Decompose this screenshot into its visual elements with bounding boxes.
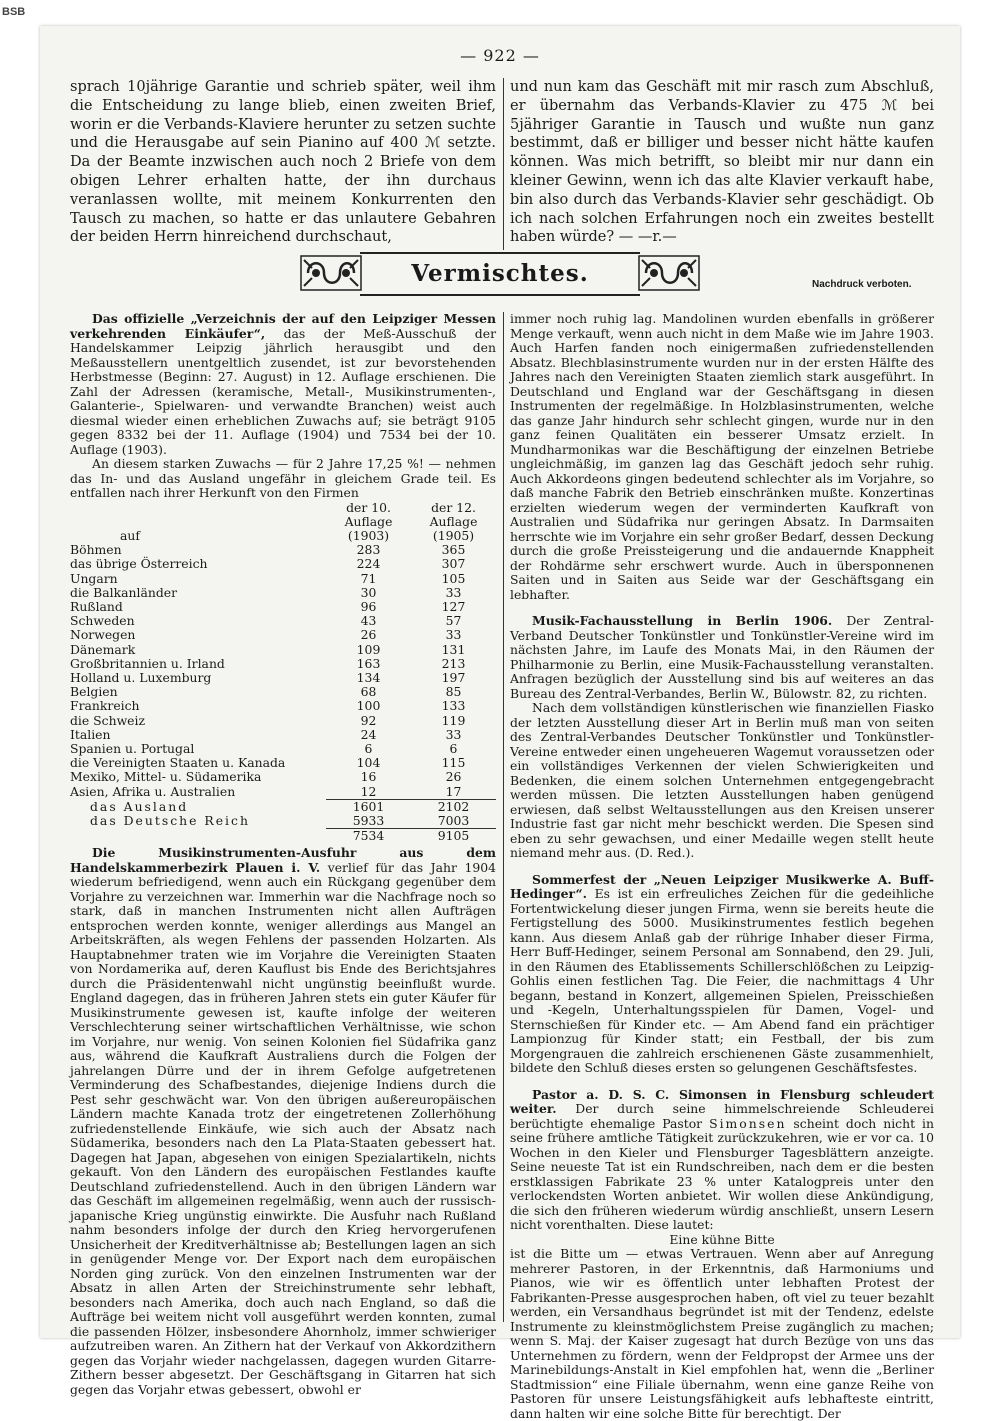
table-row: die Balkanländer 30 33 (70, 584, 462, 600)
top-left-text: sprach 10jährige Garantie und schrieb später, weil ihm die Entscheidung zu lange blieb, einen zweiten Brief, worin er die Verbands-Klaviere herunter zu setzen suchte und die Herausgabe auf sein Pianino auf 400 ℳ setzte. Da der Beamte inzwischen auch noch 2 Briefe von dem obigen Lehrer erhalten hatte, der ihn durchaus veranlassen wollte, mit meinem Konkurrenten den Tausch zu machen, so hatte er das unlautere Gebahren der beiden Herrn hinreichend durchschaut, (70, 79, 496, 246)
right-ornament-icon (638, 254, 700, 292)
library-mark: BSB (2, 6, 26, 18)
left-ornament-icon (300, 254, 362, 292)
section-banner (300, 252, 700, 294)
table-row: Norwegen 26 33 (70, 627, 462, 643)
table-row: Rußland 96 127 (70, 598, 466, 614)
table-row-ausland: das Ausland 1601 2102 (70, 799, 496, 814)
table-row: Böhmen 283 365 (70, 542, 466, 558)
article-sommerfest: Sommerfest der „Neuen Leipziger Musikwerke A. Buff-Hedinger“. Es ist ein erfreuliches Zeichen für die gedeihliche Fortentwickelung dieser jungen Firma, wenn sie bereits heute die Fertigstellung des 5000. Musikinstrumentes festlich begehen kann. Aus diesem Anlaß gab der rührige Inhaber dieser Firma, Herr Buff-Hedinger, seinem Personal am Sonnabend, den 29. Juli, in den Räumen des Etablissements Schillerschlößchen zu Leipzig-Gohlis einen festlichen Tag. Die Feier, die nachmittags 4 Uhr begann, bestand in Konzert, allgemeinen Spielen, Preisschießen und -Kegeln, Unterhaltungsspielen für Damen, Vogel- und Sternschießen für Kinder etc. — Am Abend fand ein prächtiger Lampionzug für Kinder statt; ein Festball, der bis zum Morgengrauen die zahlreich erschienenen Gäste zusammenhielt, bildete den Schluß dieses ersten so gelungenen Geschäftsfestes. (510, 871, 934, 1075)
table-row: Holland u. Luxemburg 134 197 (70, 669, 466, 685)
table-row: Italien 24 33 (70, 726, 462, 742)
table-row: Großbritannien u. Irland 163 213 (70, 655, 466, 671)
right-column (510, 312, 934, 1421)
main-column-divider (503, 312, 504, 1322)
left-column (70, 312, 496, 1397)
article-ausfuhr: Die Musikinstrumenten-Ausfuhr aus dem Handelskammerbezirk Plauen i. V. verlief für das Jahr 1904 wiederum befriedigend, wenn auch ein Rückgang gegenüber dem Vorjahre zu verzeichnen war. Immerhin war die Nachfrage noch so stark, daß in manchen Instrumenten nicht allen Aufträgen entsprochen werden konnte, weniger allerdings aus Mangel an Arbeitskräften, als wegen Fehlens der passenden Holzarten. Als Hauptabnehmer traten wie im Vorjahre die Vereinigten Staaten von Nordamerika auf, deren Kauflust bis Ende des Berichtsjahres durch die Präsidentenwahl nicht ungünstig beeinflußt wurde. England dagegen, das in früheren Jahren stets ein guter Käufer für Musikinstrumente gewesen ist, kaufte infolge der weiteren Verschlechterung seiner wirtschaftlichen Verhältnisse, wie schon im Vorjahre, nur wenig. Von seinen Kolonien fiel Südafrika ganz aus, während die Kaufkraft Australiens durch die Folgen der jahrelangen Dürre und der in ihrem Gefolge aufgetretenen Verminderung des Schafbestandes, diejenige Indiens durch die Pest sehr geschwächt war. Von den übrigen außereuropäischen Ländern machte Kanada trotz der eingetretenen Zollerhöhung zufriedenstellende Einkäufe, wie sich auch der Absatz nach Südamerika, besonders nach den La Plata-Staaten gebessert hat. Dagegen hat Japan, abgesehen von einigen Spezialartikeln, nichts gekauft. Von den Ländern des europäischen Festlandes kaufte Deutschland zufriedenstellend. Auch in den übrigen Ländern war das Geschäft im allgemeinen regelmäßig, wenn auch der russisch-japanische Krieg ungünstig einwirkte. Die Ausfuhr nach Rußland nahm besonders infolge der durch den Krieg hervorgerufenen Unsicherheit der Kreditverhältnisse ab; Bestellungen lagen an sich in genügender Menge vor. Der Export nach dem europäischen Norden ging zurück. Von den einzelnen Instrumenten war der Absatz in allen Arten der Streichinstrumente sehr lebhaft, besonders nach Amerika, doch auch nach England, so daß die Aufträge bei weitem nicht voll ausgeführt werden konnten, zumal die passenden Hölzer, insbesondere Ahornholz, immer schwieriger aufzutreiben waren. An Zithern hat der Verkauf von Akkordzithern gegen das Vorjahr wieder nachgelassen, dagegen wurden Gitarre-Zithern besser abgesetzt. Der Geschäftsgang in Gitarren hat sich gegen das Vorjahr etwas gebessert, obwohl er (70, 845, 496, 1397)
article-verzeichnis-p2: An diesem starken Zuwachs — für 2 Jahre 17,25 %! — nehmen das In- und das Ausland ungefähr in gleichem Grade teil. Es entfallen nach ihrer Herkunft von den Firmen (70, 456, 496, 500)
table-row: Asien, Afrika u. Australien 12 17 (70, 783, 462, 799)
table-row: Belgien 68 85 (70, 684, 462, 700)
article-ausfuhr-continued: immer noch ruhig lag. Mandolinen wurden ebenfalls in größerer Menge verkauft, wenn auch nicht in dem Maße wie im Jahre 1903. Auch Harfen fanden noch einigermaßen zufriedenstellenden Absatz. Blechblasinstrumente wurden nur in der ersten Hälfte des Jahres nach den Vereinigten Staaten ziemlich stark ausgeführt. In Deutschland und England war der Geschäftsgang in diesen Instrumenten der regelmäßige. In Holzblasinstrumenten, welche das ganze Jahr hindurch sehr schlecht gingen, wurde nur in den ganz feinen Qualitäten ein besserer Umsatz erzielt. In Mundharmonikas war die Beschäftigung der einzelnen Betriebe ungleichmäßig, im ganzen lag das Geschäft jedoch sehr ruhig. Auch Akkordeons gingen bedeutend schlechter als im Vorjahre, so daß manche Fabrik den Betrieb einschränken mußte. Konzertinas erzielten wiederum wegen der verminderten Kaufkraft von Australien und Südafrika nur geringen Absatz. In Darmsaiten herrschte wie im Vorjahre ein sehr großer Bedarf, dessen Deckung durch die große Preissteigerung und die andauernde Knappheit der Rohdärme sehr erschwert wurde. Auch in übersponnenen Saiten und in Saiten aus Seide war der Geschäftsgang ein lebhafter. (510, 311, 934, 602)
page-number: — 922 — (460, 46, 540, 65)
article-fachausstellung-p2: Nach dem vollständigen künstlerischen wie finanziellen Fiasko der letzten Ausstellung dieser Art in Berlin muß man von seiten des Zentral-Verbandes Deutscher Tonkünstler und Tonkünstler-Vereine entweder einen ungeheueren Wagemut voraussetzen oder ein vollständiges Verkennen der vielen Schwierigkeiten und Bedenken, die einem solchen Unternehmen entgegengebracht werden müssen. Die letzten Ausstellungen haben genügend erwiesen, daß selbst Weltausstellungen aus den Kreisen unserer Industrie fast gar nicht mehr beschickt werden. Die Spesen sind eben zu sehr gewachsen, und einer Medaille wegen stellt heute niemand mehr aus. (D. Red.). (510, 700, 934, 860)
top-right-text: und nun kam das Geschäft mit mir rasch zum Abschluß, er übernahm das Verbands-Klavier zu 475 ℳ bei 5jähriger Garantie in Tausch und wußte nun ganz bestimmt, daß er billiger und besser nicht hätte kaufen können. Was mich betrifft, so bleibt mir nur dann ein kleiner Gewinn, wenn ich das alte Klavier verkauft habe, bin also durch das Verbands-Klavier sehr geschädigt. Ob ich nach solchen Erfahrungen noch ein zweites bestellt haben würde? — —r.— (510, 79, 934, 246)
quote-body: ist die Bitte um — etwas Vertrauen. Wenn aber auf Anregung mehrerer Pastoren, in der Erkenntnis, daß Harmoniums und Pianos, wie wir es öffentlich unter lebhaften Protest der Fabrikanten-Presse ausgesprochen haben, oft viel zu teuer bezahlt werden, ein Versandhaus begründet ist mit der Tendenz, edelste Instrumente zu kleinstmöglichstem Preise zugänglich zu machen; wenn S. Maj. der Kaiser zugesagt hat durch Bezüge von uns das Unternehmen zu fördern, wenn der Feldpropst der Armee uns der Marinebildungs-Anstalt in Kiel empfohlen hat, wenn die „Berliner Stadtmission“ eine Filiale übernahm, wenn eine ganze Reihe von Pastoren für unsere Leistungsfähigkeit aufs lebhafteste eintritt, dann halten wir eine solche Bitte für berechtigt. Der (510, 1246, 934, 1421)
article-simonsen: Pastor a. D. S. C. Simonsen in Flensburg schleudert weiter. Der durch seine himmelschreiende Schleuderei berüchtigte ehemalige Pastor Simonsen scheint doch nicht in seine frühere amtliche Tätigkeit zurückzukehren, wie er vor ca. 10 Wochen in den Kieler und Flensburger Tagesblättern anzeigte. Seine neueste Tat ist ein Rundschreiben, nach dem er die besten erstklassigen Fabrikate 23 % unter Katalogpreis unter den verlockendsten Worten anbietet. Wir wollen diese Ankündigung, die sich den früheren wiederum würdig anschließt, unsern Lesern nicht vorenthalten. Diese lautet: (510, 1086, 935, 1232)
firms-table: der 10. Auflage der 12. Auflage auf (1903) (1905) Böhmen 283 365 das übrige Österreich 224 307 Ungarn 71 105 die Balkanländer 30 33 Rußland 96 127 Schweden 43 57 Norwegen 26 33 Dänemark 109 131 Großbritannien u. Irland 163 213 Holland u. Luxemburg 134 197 Belgien 68 85 Frankreich 100 133 die Schweiz 92 119 Italien 24 33 Spanien u. Portugal 6 6 die Vereinigten Staaten u. Kanada 104 115 Mexiko, Mittel- u. Südamerika 16 26 Asien, Afrika u. Australien 12 17 das Ausland 1601 2102 das Deutsche Reich 5933 7003 7534 9105 (70, 501, 496, 844)
table-row: die Vereinigten Staaten u. Kanada 104 115 (70, 755, 466, 771)
table-row-total: 7534 9105 (70, 829, 496, 844)
table-row: Spanien u. Portugal 6 6 (70, 740, 458, 756)
quote-title: Eine kühne Bitte (669, 1231, 775, 1247)
section-title: Vermischtes. (360, 252, 640, 296)
table-row-reich: das Deutsche Reich 5933 7003 (90, 812, 470, 829)
table-row: Schweden 43 57 (70, 613, 462, 629)
table-row: das übrige Österreich 224 307 (70, 556, 466, 572)
table-row: die Schweiz 92 119 (70, 712, 466, 728)
article-fachausstellung: Musik-Fachausstellung in Berlin 1906. Der Zentral-Verband Deutscher Tonkünstler und Tonkünstler-Vereine wird im nächsten Jahre, im Laufe des Monats Mai, in den Räumen der Philharmonie zu Berlin, eine Musik-Fachausstellung veranstalten. Anfragen bezüglich der Ausstellung sind bis auf weiteres an das Bureau des Zentral-Verbandes, Berlin W., Bülowstr. 82, zu richten. (510, 613, 934, 701)
table-row: Ungarn 71 105 (70, 570, 466, 586)
top-column-divider (503, 78, 504, 250)
table-row: Mexiko, Mittel- u. Südamerika 16 26 (70, 769, 462, 785)
table-row: Dänemark 109 131 (70, 641, 466, 657)
table-row: Frankreich 100 133 (70, 698, 466, 714)
article-verzeichnis: Das offizielle „Verzeichnis der auf den Leipziger Messen verkehrenden Einkäufer“, das der Meß-Ausschuß der Handelskammer Leipzig jährlich herausgibt und den Meßausstellern unentgeltlich zusendet, ist zur bevorstehenden Herbstmesse (Beginn: 27. August) in 12. Auflage erschienen. Die Zahl der Adressen (keramische, Metall-, Musikinstrumenten-, Galanterie-, Spielwaren- und verwandte Branchen) weist auch diesmal wieder einen erheblichen Zuwachs auf; sie beträgt 9105 gegen 8332 bei der 11. Auflage (1904) und 7534 bei der 10. Auflage (1903). (70, 311, 496, 457)
reprint-notice: Nachdruck verboten. (812, 279, 912, 290)
